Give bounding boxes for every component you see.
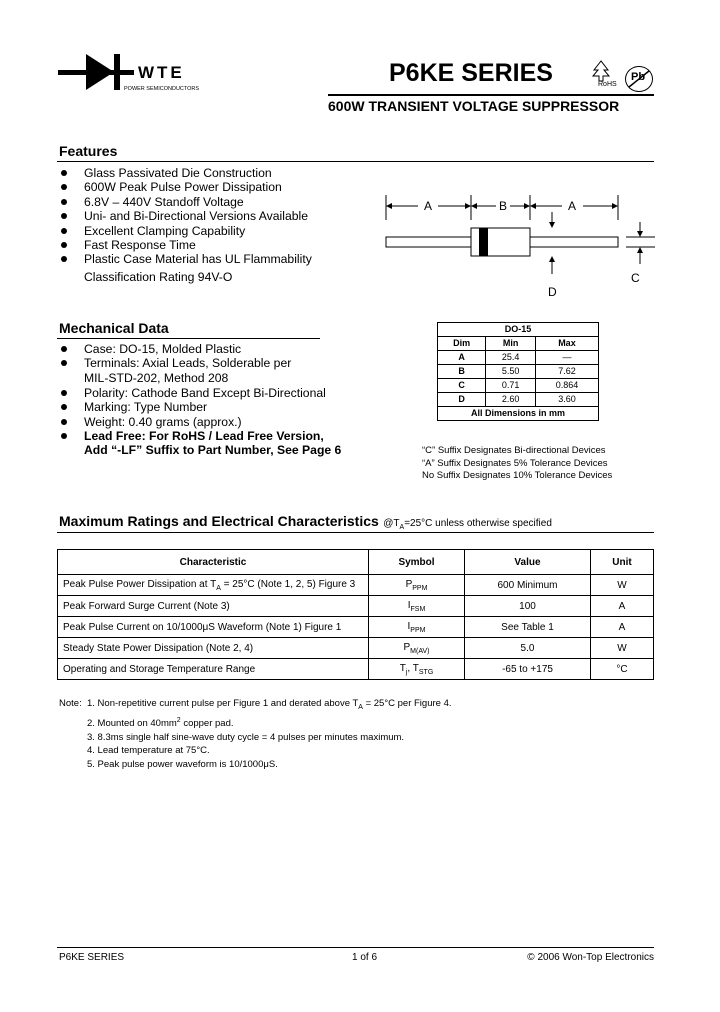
note-item: 2. Mounted on $40mm^2$ copper pad. xyxy=(87,717,234,730)
mechanical-item: Marking: Type Number xyxy=(59,400,326,414)
page-subtitle: 600W TRANSIENT VOLTAGE SUPPRESSOR xyxy=(328,98,620,114)
pb-label: Pb xyxy=(631,71,646,83)
characteristic-cell: Peak Forward Surge Current (Note 3) xyxy=(58,596,369,617)
mechanical-item: Terminals: Axial Leads, Solderable per xyxy=(59,356,291,370)
unit-cell: W xyxy=(591,638,654,659)
characteristic-cell: Operating and Storage Temperature Range xyxy=(58,659,369,680)
dim-header: Max xyxy=(535,337,598,351)
diode-symbol-icon xyxy=(58,52,134,92)
header-divider xyxy=(328,94,654,96)
dim-cell: A xyxy=(438,351,486,365)
characteristic-cell: Steady State Power Dissipation (Note 2, 4) xyxy=(58,638,369,659)
table-row xyxy=(438,379,599,393)
pb-free-badge xyxy=(625,66,653,92)
table-row xyxy=(438,365,599,379)
value-cell: See Table 1 xyxy=(465,617,591,638)
notes-list xyxy=(87,697,452,771)
table-row xyxy=(58,659,654,680)
dim-cell: 2.60 xyxy=(486,393,536,407)
logo-tagline: POWER SEMICONDUCTORS xyxy=(124,86,200,92)
dim-cell: C xyxy=(438,379,486,393)
symbol-cell: $P_{M(AV)}$ xyxy=(369,638,465,659)
dim-label-a: A xyxy=(568,199,577,213)
symbol-cell: $T_j$, $T_{STG}$ xyxy=(369,659,465,680)
feature-item: Glass Passivated Die Construction xyxy=(59,166,312,180)
characteristic-cell: Peak Pulse Current on 10/1000μS Waveform (Note 1) Figure 1 xyxy=(58,617,369,638)
feature-item: Plastic Case Material has UL Flammability xyxy=(59,252,312,266)
dimensions-table xyxy=(437,322,599,421)
dim-table-footer: All Dimensions in mm xyxy=(438,407,599,421)
notes-label: Note: xyxy=(59,698,82,709)
dim-cell: 3.60 xyxy=(535,393,598,407)
dim-label-a: A xyxy=(424,199,433,213)
suffix-note: No Suffix Designates 10% Tolerance Devices xyxy=(422,470,613,482)
note-item: 5. Peak pulse power waveform is 10/1000μS. xyxy=(87,758,278,770)
note-item: 1. Non-repetitive current pulse per Figure 1 and derated above $T_A = 25^\circ C$ per Figure 4. xyxy=(87,698,452,711)
dim-cell: 5.50 xyxy=(486,365,536,379)
ratings-rule xyxy=(57,532,654,533)
mechanical-item: Case: DO-15, Molded Plastic xyxy=(59,342,291,356)
dim-table-title: DO-15 xyxy=(438,323,599,337)
features-list xyxy=(59,166,312,267)
feature-item: Fast Response Time xyxy=(59,238,312,252)
unit-cell: A xyxy=(591,596,654,617)
tree-icon xyxy=(590,60,612,82)
mechanical-rule xyxy=(57,338,320,339)
feature-item: Excellent Clamping Capability xyxy=(59,224,312,238)
mechanical-item: Lead Free: For RoHS / Lead Free Version, xyxy=(59,429,326,443)
dim-cell: 0.864 xyxy=(535,379,598,393)
value-cell: 5.0 xyxy=(465,638,591,659)
feature-item: 600W Peak Pulse Power Dissipation xyxy=(59,180,312,194)
value-cell: -65 to +175 xyxy=(465,659,591,680)
unit-cell: W xyxy=(591,575,654,596)
mechanical-item: Weight: 0.40 grams (approx.) xyxy=(59,415,326,429)
mechanical-list-2 xyxy=(59,386,326,444)
unit-cell: A xyxy=(591,617,654,638)
features-title: Features xyxy=(59,143,118,159)
mechanical-item-continued: Add “-LF” Suffix to Part Number, See Page 6 xyxy=(84,443,342,457)
table-row xyxy=(58,575,654,596)
dim-label-d: D xyxy=(548,285,557,299)
rohs-badge xyxy=(588,60,620,92)
page-title: P6KE SERIES xyxy=(389,59,553,87)
table-row xyxy=(58,617,654,638)
ratings-header: Value xyxy=(465,550,591,575)
dim-label-c: C xyxy=(631,271,640,285)
table-row xyxy=(58,596,654,617)
table-row xyxy=(438,393,599,407)
feature-item: Uni- and Bi-Directional Versions Available xyxy=(59,209,312,223)
mechanical-item: Polarity: Cathode Band Except Bi-Directional xyxy=(59,386,326,400)
dim-label-b: B xyxy=(499,199,508,213)
footer-page-number: 1 of 6 xyxy=(352,952,378,963)
table-row xyxy=(438,351,599,365)
ratings-condition: $@T_A=25^\circ C$ unless otherwise specified xyxy=(383,518,552,531)
mechanical-list xyxy=(59,342,291,371)
suffix-note: “A” Suffix Designates 5% Tolerance Devices xyxy=(422,457,608,469)
ratings-title: Maximum Ratings and Electrical Characteristics xyxy=(59,513,379,529)
feature-item-continued: Classification Rating 94V-O xyxy=(84,270,233,284)
footer-rule xyxy=(57,947,654,948)
company-logo xyxy=(58,52,218,97)
logo-brand: WTE xyxy=(138,63,185,82)
features-rule xyxy=(57,161,654,162)
rohs-label: RoHS xyxy=(598,81,617,88)
strike-icon xyxy=(626,67,652,91)
ratings-table xyxy=(57,549,654,680)
table-row xyxy=(58,638,654,659)
footer-copyright: © 2006 Won-Top Electronics xyxy=(527,952,654,963)
mechanical-item-continued: MIL-STD-202, Method 208 xyxy=(84,371,229,385)
dim-header: Min xyxy=(486,337,536,351)
suffix-note: “C” Suffix Designates Bi-directional Devices xyxy=(422,445,606,456)
ratings-header: Unit xyxy=(591,550,654,575)
symbol-cell: $I_{PPM}$ xyxy=(369,617,465,638)
footer-left: P6KE SERIES xyxy=(59,952,125,963)
dim-cell: D xyxy=(438,393,486,407)
suffix-notes xyxy=(422,445,612,483)
value-cell: 100 xyxy=(465,596,591,617)
ratings-heading xyxy=(59,513,552,531)
symbol-cell: $I_{FSM}$ xyxy=(369,596,465,617)
unit-cell: °C xyxy=(591,659,654,680)
ratings-header: Symbol xyxy=(369,550,465,575)
note-item: 4. Lead temperature at 75°C. xyxy=(87,745,210,757)
value-cell: 600 Minimum xyxy=(465,575,591,596)
dim-cell: 7.62 xyxy=(535,365,598,379)
symbol-cell: $P_{PPM}$ xyxy=(369,575,465,596)
dim-cell: B xyxy=(438,365,486,379)
dim-cell: 25.4 xyxy=(486,351,536,365)
dim-cell: 0.71 xyxy=(486,379,536,393)
characteristic-cell: Peak Pulse Power Dissipation at $T_A = 25^\circ C$ (Note 1, 2, 5) Figure 3 xyxy=(58,575,369,596)
mechanical-title: Mechanical Data xyxy=(59,320,169,336)
note-item: 3. 8.3ms single half sine-wave duty cycle = 4 pulses per minutes maximum. xyxy=(87,731,405,743)
dim-header: Dim xyxy=(438,337,486,351)
dim-cell: — xyxy=(535,351,598,365)
feature-item: 6.8V – 440V Standoff Voltage xyxy=(59,195,312,209)
ratings-header: Characteristic xyxy=(58,550,369,575)
